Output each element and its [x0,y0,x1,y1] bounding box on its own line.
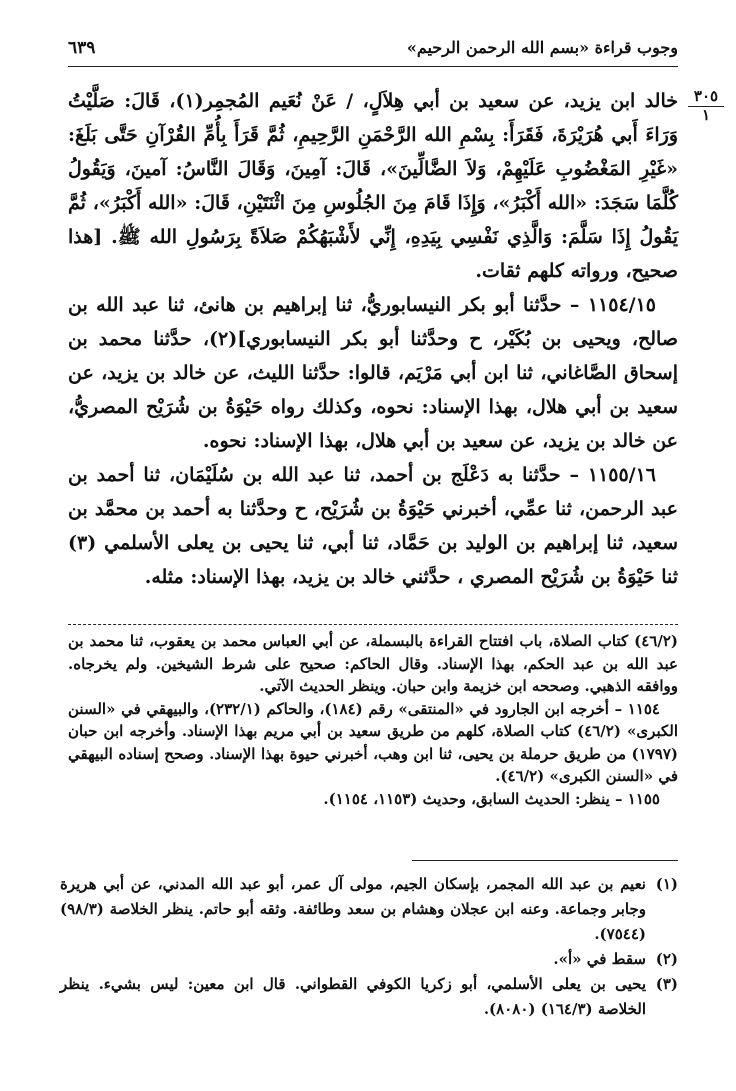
footnote-number: (١) [655,875,678,893]
footnote-text: سقط في «أ». [553,950,646,968]
manuscript-folio-marker [684,88,728,124]
takhrij-paragraph: (٤٦/٢) كتاب الصلاة، باب افتتاح القراءة بالبسملة، عن أبي العباس محمد بن يعقوب، ثنا محمد بن عبد الله بن عبد الحكم، بهذا الإسناد. وقال الحاكم: صحيح على شرط الشيخين. ولم يخرجاه. ووافقه الذهبي. وصححه ابن خزيمة وابن حبان. وينظر الحديث الآتي. [68,632,678,695]
takhrij-paragraph: ١١٥٥ – ينظر: الحديث السابق، وحديث (١١٥٣، ١١٥٤). [323,789,660,808]
hadith-paragraph: خالد ابن يزيد، عن سعيد بن أبي هِلاَلٍ، / عَنْ نُعَيم المُجمِر(١)، قَالَ: صَلَّيْتُ وَرَاءَ أَبي هُرَيْرَةَ، فَقَرَأَ: بِسْمِ الله الرَّحْمَنِ الرَّحِيمِ، ثُمَّ قَرَأَ بِأُمِّ القُرْآنِ حَتَّى بَلَغَ: «غَيْرِ المَغْضُوبِ عَلَيْهِمْ، وَلاَ الضَّالِّينَ»، قَالَ: آمِينَ، وَقَالَ النَّاسُ: آمينَ، وَيَقُولُ كُلَّمَا سَجَدَ: «الله أَكْبَرُ»، وَإِذَا قَامَ مِنَ الجُلُوسِ مِنَ اثْنَتَيْنِ، قَالَ: «الله أَكْبَرُ»، ثُمَّ يَقُولُ إِذَا سَلَّمَ: وَالَّذِي نَفْسِي بِيَدِهِ، إِنِّي لأَشْبَهُكُمْ صَلاَةً بِرَسُولِ الله ﷺ. [هذا صحيح، ورواته كلهم ثقات. [68,90,678,282]
takhrij-paragraph: ١١٥٤ – أخرجه ابن الجارود في «المنتقى» رقم (١٨٤)، والحاكم (٢٣٢/١)، والبيهقي في «السنن الكبرى» (٤٦/٢) كتاب الصلاة، كلهم من طريق سعيد بن أبي مريم بهذا الإسناد. وأخرجه ابن حبان (١٧٩٧) من طريق حرملة بن يحيى، ثنا ابن وهب، أخبرني حيوة بهذا الإسناد. وصحح إسناده البيهقي في «السنن الكبرى» (٤٦/٢). [68,699,678,785]
footnote [60,947,678,972]
footnote-number: (٣) [655,975,678,993]
folio-number: ٣٠٥ [693,87,719,105]
page-number: ٦٣٩ [68,38,96,58]
folio-side: ١ [701,106,711,124]
footnote-text: يحيى بن يعلى الأسلمي، أبو زكريا الكوفي القطواني. قال ابن معين: ليس بشيء. ينظر الخلاصة (١٦٤/٣) (٨٠٨٠). [60,975,646,1018]
footnotes [60,872,678,1022]
footnote-text: نعيم بن عبد الله المجمر، بإسكان الجيم، مولى آل عمر، أبو عبد الله المدني، عن أبي هريرة وجابر وجماعة. وعنه ابن عجلان وهشام بن سعد وطائفة. وثقه أبو حاتم. ينظر الخلاصة (٩٨/٣) (٧٥٤٤). [60,875,646,943]
takhrij-section [68,630,678,810]
running-header [68,38,678,62]
header-divider [68,66,678,67]
footnote-divider [412,860,678,861]
footnote [60,872,678,947]
takhrij-divider [68,624,678,625]
main-text [68,84,678,594]
footnote-number: (٢) [655,950,678,968]
running-title: وجوب قراءة «بسم الله الرحمن الرحيم» [406,38,678,57]
footnote [60,972,678,1022]
hadith-paragraph: ١١٥٤/١٥ – حدَّثنا أبو بكر النيسابوريُّ، ثنا إبراهيم بن هانئ، ثنا عبد الله بن صالح، ويحيى بن بُكَيْر، ح وحدَّثنا أبو بكر النيسابوري](٢)، حدَّثنا محمد بن إسحاق الصَّاغاني، ثنا ابن أبي مَرْيَم، قالوا: حدَّثنا الليث، عن خالد بن يزيد، عن سعيد بن أبي هلال، بهذا الإسناد: نحوه، وكذلك رواه حَيْوَةُ بن شُرَيْح المصريُّ، عن خالد بن يزيد، عن سعيد بن أبي هلال، بهذا الإسناد: نحوه. [68,294,678,452]
hadith-paragraph: ١١٥٥/١٦ – حدَّثنا به دَعْلَج بن أحمد، ثنا عبد الله بن سُلَيْمَان، ثنا أحمد بن عبد الرحمن، ثنا عمِّي، أخبرني حَيْوَةُ بن شُرَيْح، ح وحدَّثنا به أحمد بن محمَّد بن سعيد، ثنا إبراهيم بن الوليد بن حَمَّاد، ثنا أبي، ثنا يحيى بن يعلى الأسلمي (٣) ثنا حَيْوَةُ بن شُرَيْح المصري ، حدَّثني خالد بن يزيد، بهذا الإسناد: مثله. [68,464,678,588]
